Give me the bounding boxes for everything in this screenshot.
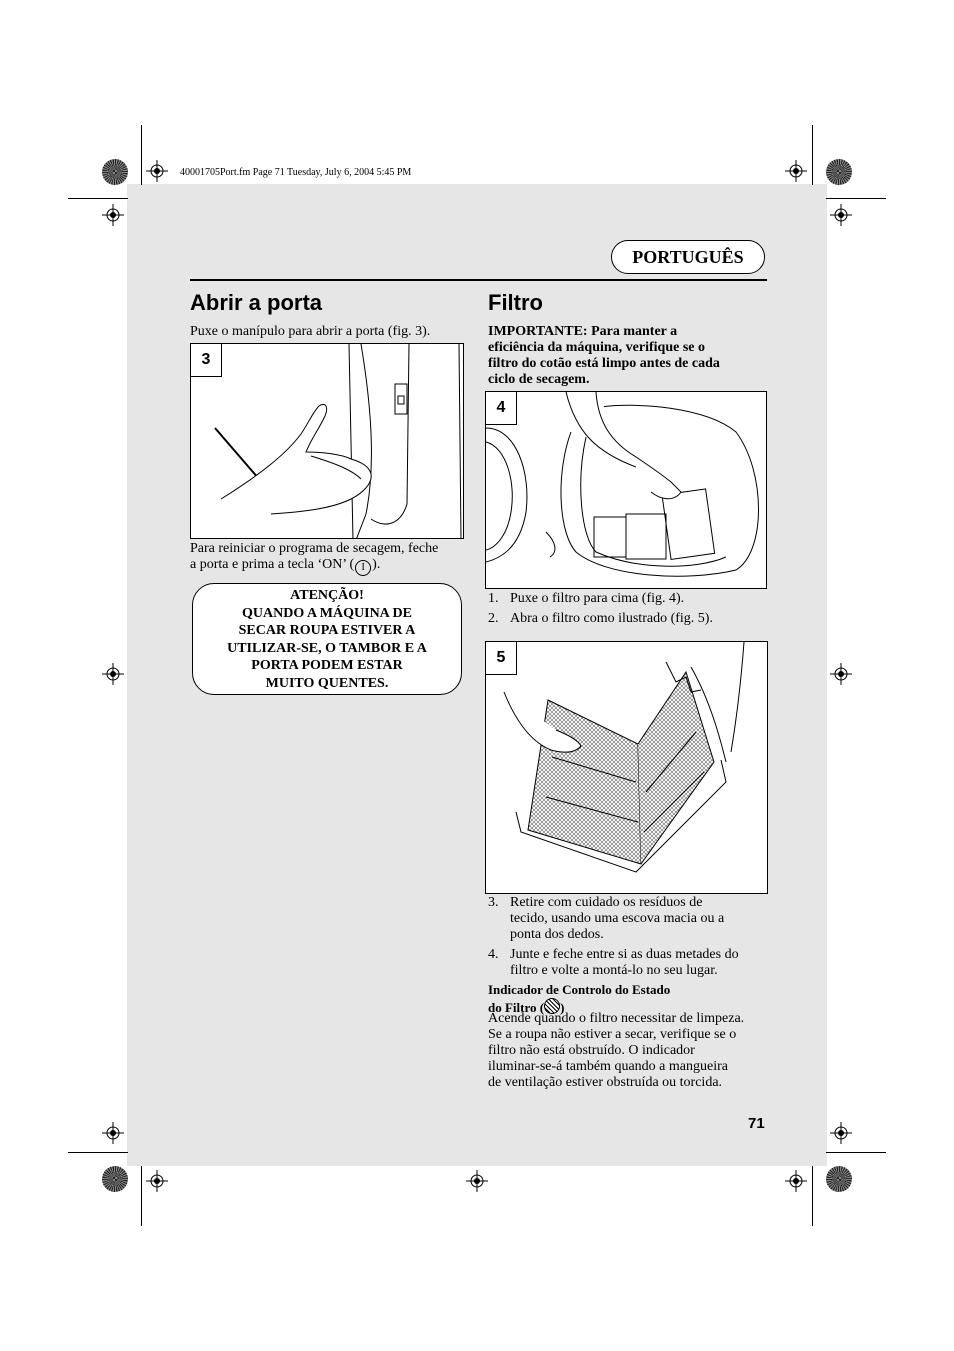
file-metadata-line: 40001705Port.fm Page 71 Tuesday, July 6, 2004 5:45 PM	[180, 167, 412, 178]
language-label: PORTUGUÊS	[611, 240, 765, 274]
figure-number: 3	[191, 344, 222, 377]
figure-number: 5	[486, 642, 517, 675]
list-item: 1. Puxe o filtro para cima (fig. 4).	[488, 591, 685, 606]
warning-line: MUITO QUENTES.	[265, 675, 389, 691]
warning-line: UTILIZAR-SE, O TAMBOR E A	[227, 640, 427, 656]
registration-mark-icon	[102, 204, 124, 226]
filter-removal-illustration	[486, 392, 767, 589]
figure-5	[485, 641, 768, 894]
filter-open-illustration	[486, 642, 768, 894]
registration-mark-icon	[102, 1122, 124, 1144]
page-number: 71	[748, 1115, 765, 1132]
registration-mark-icon	[785, 1170, 807, 1192]
header-rule	[190, 279, 767, 281]
registration-mark-icon	[785, 160, 807, 182]
figure-4	[485, 391, 767, 589]
on-button-icon: I	[355, 560, 371, 576]
important-note: IMPORTANTE: Para manter a eficiência da máquina, verifique se o filtro do cotão está limpo antes de cada ciclo de secagem.	[488, 324, 720, 387]
open-door-instruction: Puxe o manípulo para abrir a porta (fig. 3).	[190, 324, 431, 339]
registration-mark-icon	[830, 204, 852, 226]
warning-line: QUANDO A MÁQUINA DE	[242, 605, 412, 621]
color-bar-mark	[826, 159, 852, 185]
registration-mark-icon	[146, 160, 168, 182]
section-title-open-door: Abrir a porta	[190, 290, 323, 315]
figure-3	[190, 343, 464, 539]
filter-steps-3-4	[488, 895, 768, 983]
warning-line: PORTA PODEM ESTAR	[251, 658, 403, 673]
figure-number: 4	[486, 392, 517, 425]
door-handle-illustration	[191, 344, 464, 539]
filter-indicator-title: Indicador de Controlo do Estado do Filtro ( )	[488, 982, 671, 1015]
warning-box	[192, 583, 462, 695]
color-bar-mark	[102, 1166, 128, 1192]
color-bar-mark	[102, 159, 128, 185]
filter-steps-1-2	[488, 591, 768, 631]
list-item: 4. Junte e feche entre si as duas metades do filtro e volte a montá-lo no seu lugar.	[488, 947, 739, 978]
filter-indicator-description: Acende quando o filtro necessitar de limpeza. Se a roupa não estiver a secar, verifique se o filtro não está obstruído. O indicador iluminar-se-á também quando a mangueira de ventilação estiver obstruída ou torcida.	[488, 1011, 745, 1090]
registration-mark-icon	[146, 1170, 168, 1192]
restart-text-line-1: Para reiniciar o programa de secagem, feche	[190, 541, 439, 556]
section-title-filter: Filtro	[488, 290, 543, 315]
warning-line: ATENÇÃO!	[290, 588, 364, 603]
restart-text-line-2: a porta e prima a tecla ‘ON’ ( I ).	[190, 557, 380, 576]
registration-mark-icon	[830, 1122, 852, 1144]
list-item: 3. Retire com cuidado os resíduos de tecido, usando uma escova macia ou a ponta dos dedos.	[488, 895, 725, 942]
registration-mark-icon	[466, 1170, 488, 1192]
color-bar-mark	[826, 1166, 852, 1192]
warning-line: SECAR ROUPA ESTIVER A	[238, 623, 416, 638]
registration-mark-icon	[830, 663, 852, 685]
list-item: 2. Abra o filtro como ilustrado (fig. 5).	[488, 611, 713, 626]
registration-mark-icon	[102, 663, 124, 685]
